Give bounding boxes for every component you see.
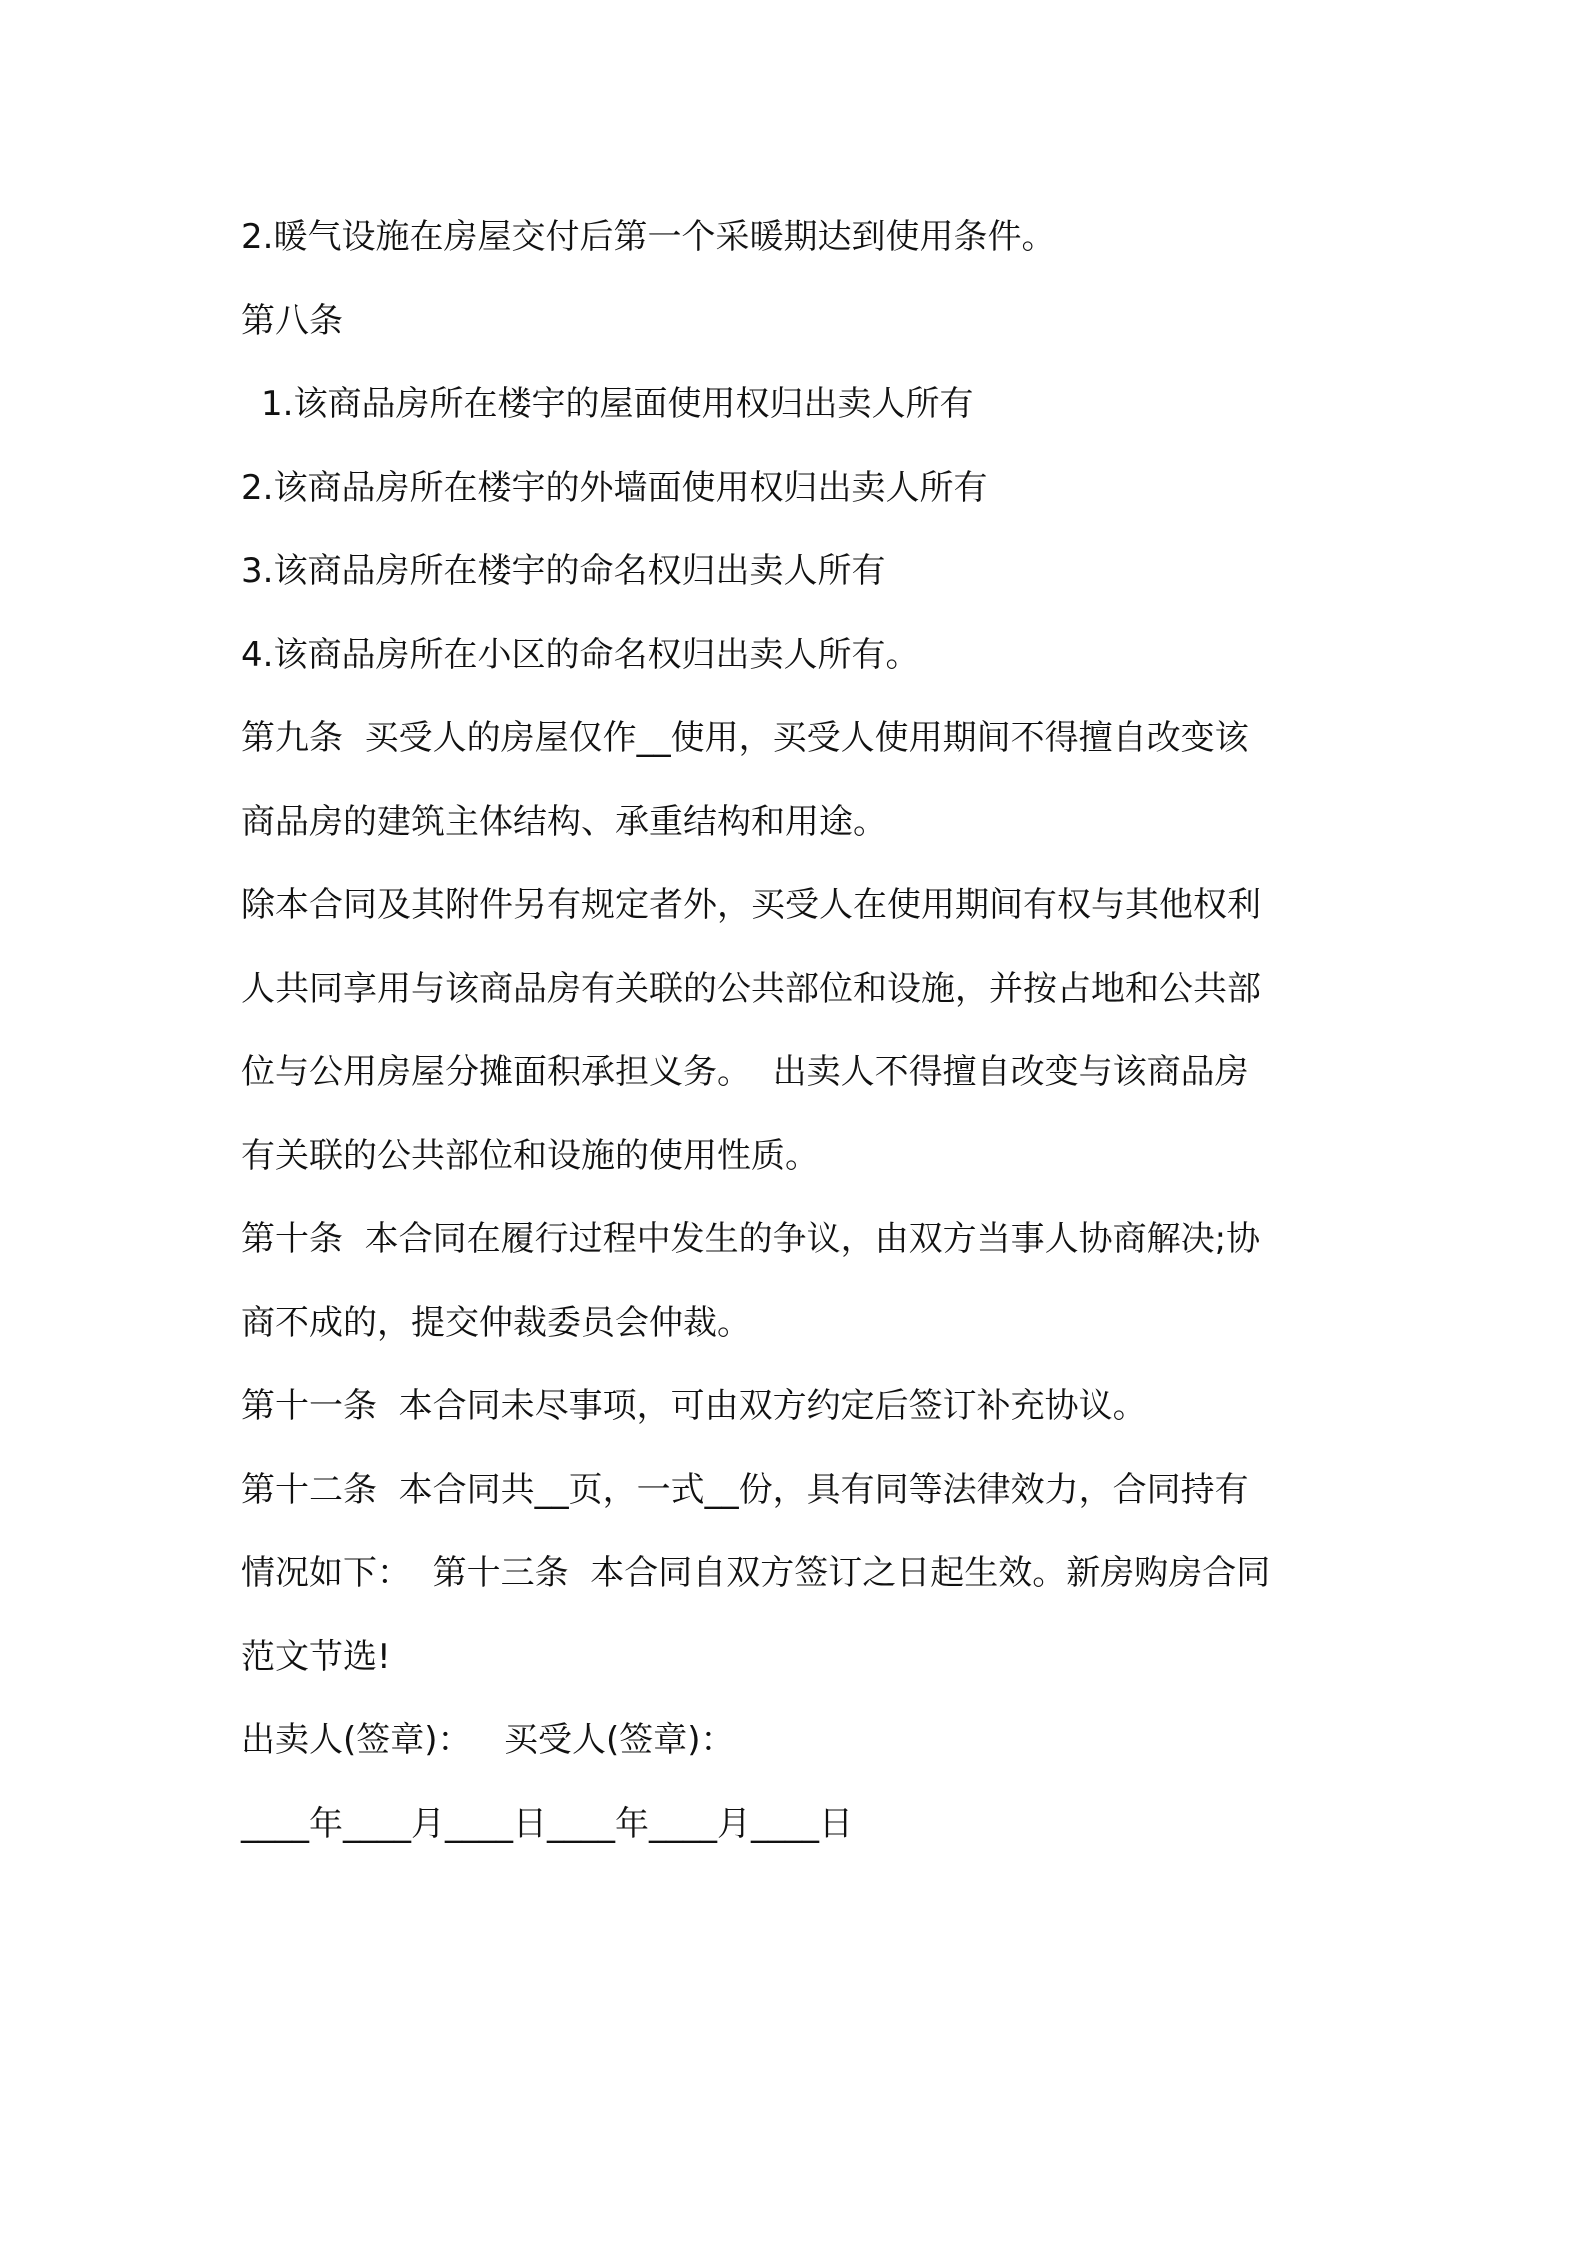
text-line: 第十二条 本合同共__页，一式__份，具有同等法律效力，合同持有 <box>241 1469 1249 1510</box>
text-line: 情况如下： 第十三条 本合同自双方签订之日起生效。新房购房合同 <box>241 1553 1271 1593</box>
signature-line: 出卖人(签章)： 买受人(签章)： <box>241 1720 735 1760</box>
text-line: 有关联的公共部位和设施的使用性质。 <box>241 1135 819 1176</box>
text-line: 人共同享用与该商品房有关联的公共部位和设施，并按占地和公共部 <box>241 968 1261 1009</box>
date-line: ____年____月____日____年____月____日 <box>241 1803 853 1844</box>
text-line: 1.该商品房所在楼宇的屋面使用权归出卖人所有 <box>261 384 974 424</box>
document-body <box>241 196 1361 1866</box>
text-line: 3.该商品房所在楼宇的命名权归出卖人所有 <box>241 551 886 591</box>
text-line: 2.暖气设施在房屋交付后第一个采暖期达到使用条件。 <box>241 217 1056 257</box>
text-line: 第十一条 本合同未尽事项，可由双方约定后签订补充协议。 <box>241 1386 1147 1426</box>
text-line: 除本合同及其附件另有规定者外，买受人在使用期间有权与其他权利 <box>241 885 1261 925</box>
text-line: 位与公用房屋分摊面积承担义务。 出卖人不得擅自改变与该商品房 <box>241 1052 1249 1092</box>
text-line: 第十条 本合同在履行过程中发生的争议，由双方当事人协商解决;协 <box>241 1219 1261 1259</box>
text-line: 2.该商品房所在楼宇的外墙面使用权归出卖人所有 <box>241 467 988 508</box>
text-line: 范文节选! <box>241 1636 391 1677</box>
text-line: 4.该商品房所在小区的命名权归出卖人所有。 <box>241 634 920 675</box>
text-line: 商品房的建筑主体结构、承重结构和用途。 <box>241 801 887 842</box>
section-heading: 第八条 <box>241 300 343 341</box>
text-line: 商不成的，提交仲裁委员会仲裁。 <box>241 1302 751 1343</box>
text-line: 第九条 买受人的房屋仅作__使用，买受人使用期间不得擅自改变该 <box>241 718 1249 758</box>
